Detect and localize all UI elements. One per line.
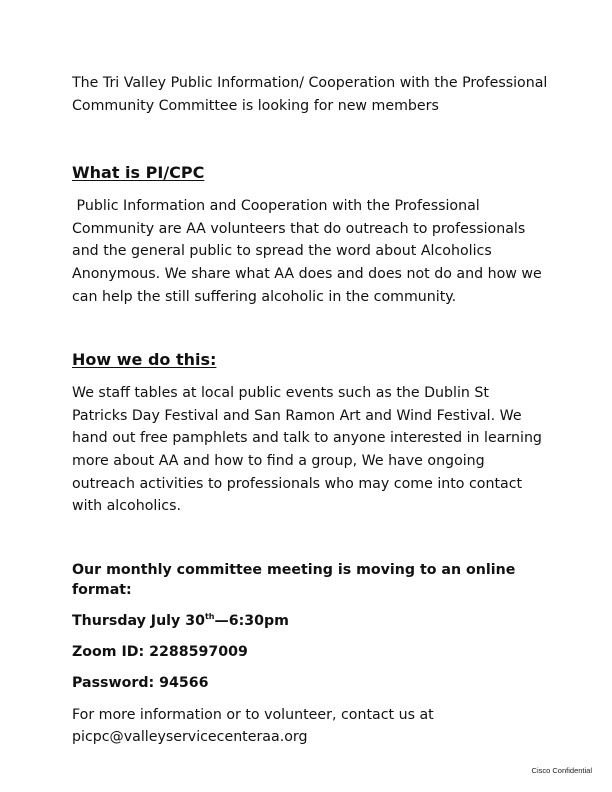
contact-line: For more information or to volunteer, contact us at [72, 706, 434, 723]
section-body-how: We staff tables at local public events such as the Dublin St Patricks Day Festival and San Ramon Art and Wind Festival. We hand out free pamphlets and talk to anyone interested in learning more about AA and how to find a group, We have ongoing outreach activities to professionals who may come into contact with alcoholics. [72, 385, 542, 515]
meeting-time: —6:30pm [214, 612, 289, 629]
contact-email: picpc@valleyservicecenteraa.org [72, 729, 308, 746]
section-what-is-picpc [72, 161, 548, 308]
document-content [72, 72, 548, 749]
zoom-password: Password: 94566 [72, 674, 209, 691]
zoom-id: Zoom ID: 2288597009 [72, 643, 248, 660]
section-heading-how: How we do this: [72, 350, 217, 370]
section-body-what-is: Public Information and Cooperation with the Professional Community are AA volunteers that do outreach to professionals and the general public to spread the word about Alcoholics Anonymous. We share what AA does and does not do and how we can help the still suffering alcoholic in the community. [72, 198, 547, 305]
meeting-date-text: Thursday July 30 [72, 612, 205, 629]
meeting-details [72, 560, 548, 693]
meeting-date-ordinal: th [204, 611, 215, 621]
section-heading-what-is: What is PI/CPC [72, 163, 205, 183]
footer-confidential-label: Cisco Confidential [531, 766, 592, 775]
contact-info [72, 704, 548, 749]
meeting-date [72, 611, 548, 631]
section-how-we-do-this [72, 348, 548, 518]
intro-paragraph: The Tri Valley Public Information/ Cooperation with the Professional Community Committee is looking for new members [72, 75, 548, 114]
meeting-announcement: Our monthly committee meeting is moving to an online format: [72, 561, 516, 598]
